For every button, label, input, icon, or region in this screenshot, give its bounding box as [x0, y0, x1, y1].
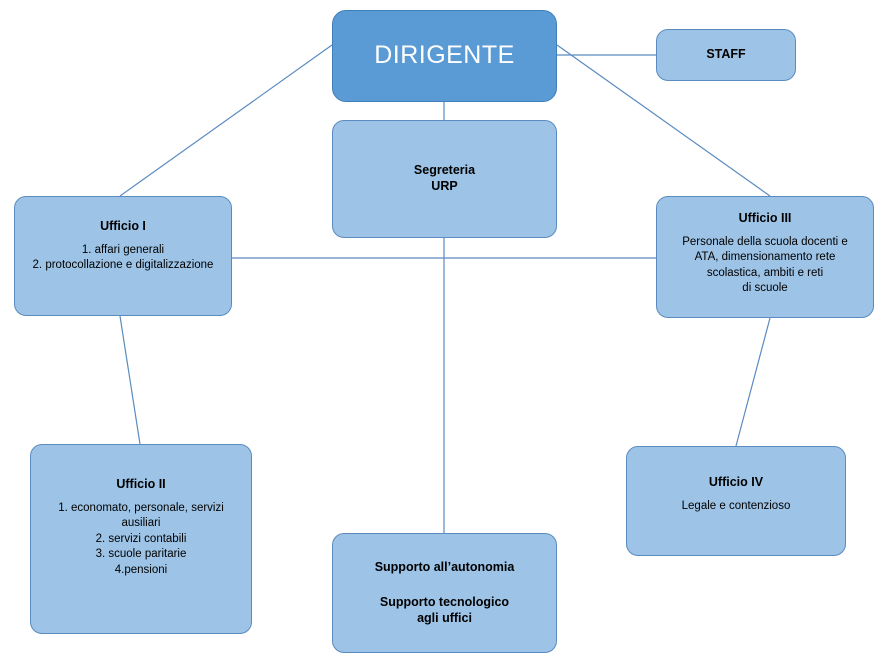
node-segreteria-label-line1: Segreteria — [413, 163, 476, 178]
list-item: 1. affari generali — [81, 243, 165, 256]
node-ufficio-ii-label: Ufficio II — [116, 477, 166, 491]
node-dirigente-label: DIRIGENTE — [374, 41, 515, 70]
node-ufficio-iv-items — [682, 499, 791, 515]
list-item: 2. protocollazione e digitalizzazione — [32, 259, 214, 272]
node-ufficio-iii-label: Ufficio III — [738, 211, 792, 225]
list-item: Personale della scuola docenti e — [682, 235, 848, 248]
list-item: scolastica, ambiti e reti — [706, 266, 824, 279]
list-item: 2. servizi contabili — [95, 532, 187, 545]
connector-ufficio1-ufficio2 — [120, 316, 140, 444]
connector-dirigente-ufficio1 — [120, 45, 332, 196]
node-dirigente[interactable] — [332, 10, 557, 102]
node-segreteria-label-line2: URP — [431, 179, 458, 193]
node-ufficio-ii[interactable] — [30, 444, 252, 634]
node-supporto-label-line1: Supporto all’autonomia — [374, 559, 515, 574]
list-item: 3. scuole paritarie — [95, 548, 187, 561]
connector-ufficio3-ufficio4 — [736, 318, 770, 446]
node-supporto-label-line3: agli uffici — [417, 610, 472, 625]
list-item: 1. economato, personale, servizi — [58, 501, 224, 514]
node-ufficio-i[interactable] — [14, 196, 232, 316]
list-item: 4.pensioni — [114, 563, 168, 576]
node-ufficio-i-items — [33, 243, 214, 274]
list-item: ATA, dimensionamento rete — [694, 251, 836, 264]
list-item: di scuole — [742, 282, 788, 295]
node-ufficio-iii-items — [682, 235, 848, 297]
node-staff[interactable] — [656, 29, 796, 81]
node-ufficio-iv[interactable] — [626, 446, 846, 556]
list-item: Legale e contenzioso — [681, 499, 791, 512]
node-segreteria-urp[interactable] — [332, 120, 557, 238]
list-item: ausiliari — [121, 517, 161, 530]
node-ufficio-ii-items — [58, 501, 224, 579]
node-ufficio-iv-label: Ufficio IV — [708, 475, 764, 489]
node-ufficio-iii[interactable] — [656, 196, 874, 318]
node-supporto-label-line2: Supporto tecnologico — [379, 595, 510, 610]
node-ufficio-i-label: Ufficio I — [100, 219, 146, 233]
node-supporto[interactable] — [332, 533, 557, 653]
node-staff-label: STAFF — [706, 47, 746, 62]
